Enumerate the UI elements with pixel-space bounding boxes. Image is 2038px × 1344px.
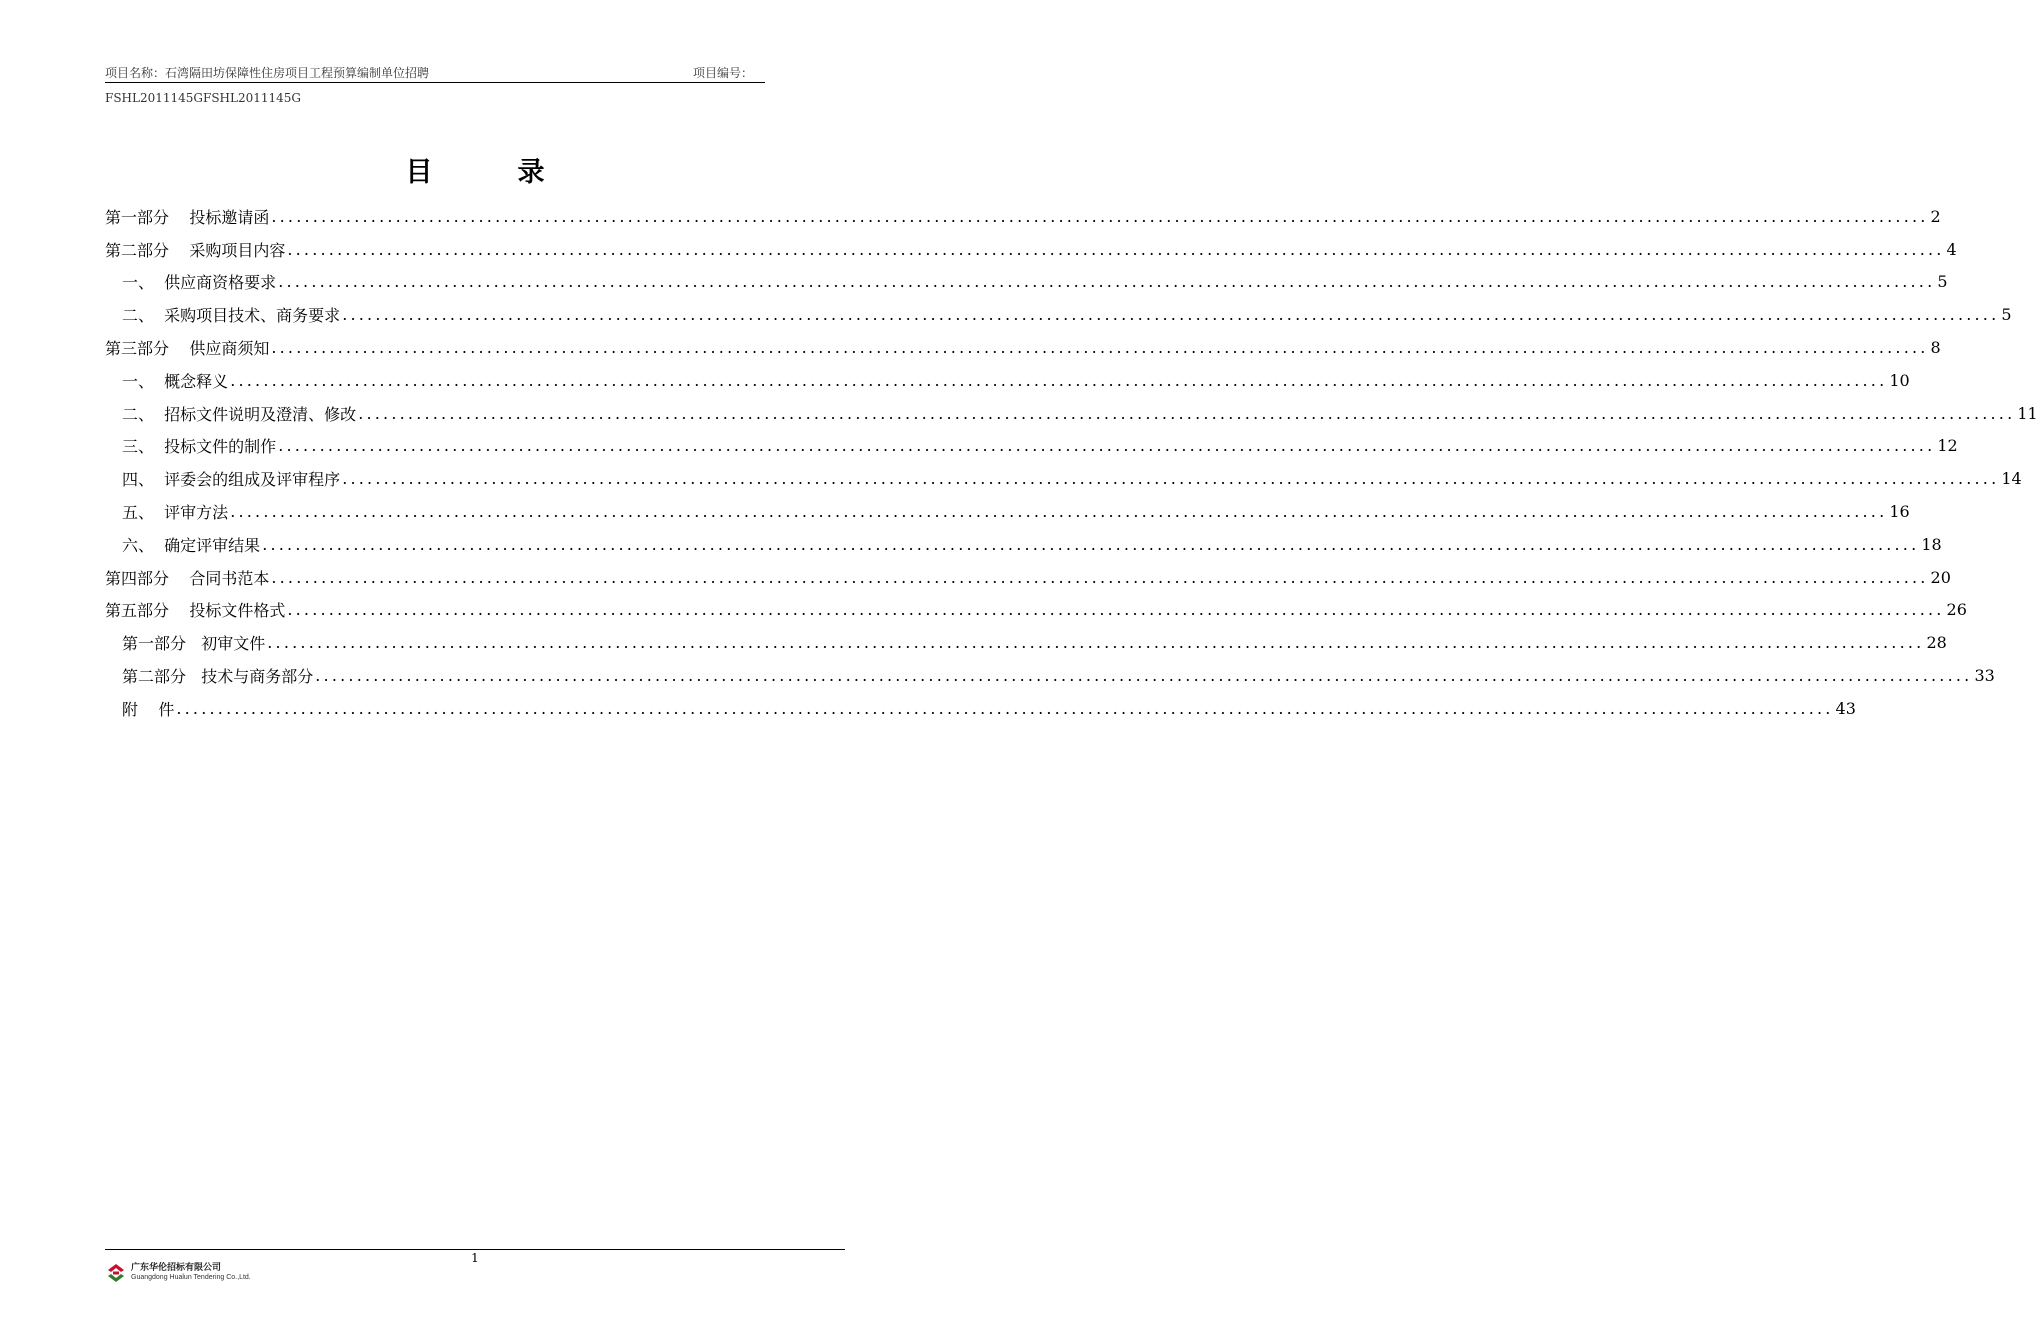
toc-entry[interactable]	[105, 266, 1948, 299]
toc-entry[interactable]	[105, 233, 1957, 266]
toc-entry-page: 8	[1930, 338, 1941, 358]
toc-entry-page: 16	[1889, 502, 1910, 522]
toc-entry-label: 第四部分 合同书范本	[105, 568, 270, 588]
toc-entry-page: 11	[2017, 403, 2038, 423]
hualun-logo-icon	[105, 1262, 127, 1284]
page-number: 1	[471, 1251, 479, 1265]
toc-entry[interactable]	[105, 626, 1947, 659]
toc-dot-leader: ........................................................................................................................................................................................................	[278, 272, 1936, 292]
table-of-contents	[105, 200, 2038, 725]
toc-entry-page: 18	[1921, 534, 1942, 554]
toc-entry-label: 三、 投标文件的制作	[122, 437, 277, 457]
toc-dot-leader: ........................................................................................................................................................................................................	[176, 698, 1834, 718]
title-char-1: 目	[405, 157, 433, 188]
toc-entry-label: 第一部分 初审文件	[122, 634, 266, 654]
toc-dot-leader: ........................................................................................................................................................................................................	[271, 338, 1929, 358]
toc-entry-label: 一、 供应商资格要求	[122, 273, 277, 293]
toc-entry-label: 四、 评委会的组成及评审程序	[122, 470, 341, 490]
footer-divider	[105, 1249, 845, 1250]
toc-dot-leader: ........................................................................................................................................................................................................	[342, 305, 2000, 325]
toc-entry-label: 一、 概念释义	[122, 371, 229, 391]
toc-entry[interactable]	[105, 528, 1942, 561]
toc-dot-leader: ........................................................................................................................................................................................................	[342, 469, 2000, 489]
toc-entry[interactable]	[105, 692, 1856, 725]
toc-dot-leader: ........................................................................................................................................................................................................	[230, 370, 1888, 390]
toc-entry[interactable]	[105, 561, 1951, 594]
header-project-name-line	[105, 64, 765, 83]
toc-entry-page: 26	[1946, 600, 1967, 620]
toc-dot-leader: ........................................................................................................................................................................................................	[278, 436, 1936, 456]
page-title	[0, 150, 950, 189]
toc-dot-leader: ........................................................................................................................................................................................................	[271, 206, 1929, 226]
toc-entry-page: 10	[1889, 370, 1910, 390]
toc-entry-page: 43	[1835, 698, 1856, 718]
toc-entry[interactable]	[105, 364, 1910, 397]
toc-entry-page: 4	[1946, 239, 1957, 259]
toc-entry-label: 第三部分 供应商须知	[105, 339, 270, 359]
title-char-2: 录	[517, 157, 545, 188]
toc-entry-page: 20	[1930, 567, 1951, 587]
toc-entry-label: 附 件	[122, 699, 175, 719]
header-project-number-label: 项目编号：	[693, 66, 754, 80]
toc-entry-label: 六、 确定评审结果	[122, 535, 261, 555]
toc-dot-leader: ........................................................................................................................................................................................................	[315, 666, 1973, 686]
toc-entry-page: 33	[1974, 666, 1995, 686]
toc-entry-label: 第一部分 投标邀请函	[105, 207, 270, 227]
toc-entry-page: 2	[1930, 206, 1941, 226]
header-project-number-value: FSHL2011145GFSHL2011145G	[105, 91, 302, 105]
toc-entry-label: 第二部分 采购项目内容	[105, 240, 286, 260]
toc-entry-label: 二、 采购项目技术、商务要求	[122, 306, 341, 326]
toc-entry[interactable]	[105, 462, 2022, 495]
toc-dot-leader: ........................................................................................................................................................................................................	[230, 502, 1888, 522]
toc-entry[interactable]	[105, 331, 1941, 364]
company-name-cn: 广东华伦招标有限公司	[131, 1263, 222, 1273]
header-project-name: 项目名称：石湾隔田坊保障性住房项目工程预算编制单位招聘	[105, 66, 430, 80]
toc-dot-leader: ........................................................................................................................................................................................................	[267, 633, 1925, 653]
toc-entry[interactable]	[105, 200, 1941, 233]
toc-entry-page: 5	[1937, 272, 1948, 292]
company-name-en: Guangdong Hualun Tendering Co.,Ltd.	[131, 1274, 251, 1281]
toc-entry-label: 第五部分 投标文件格式	[105, 601, 286, 621]
toc-entry[interactable]	[105, 298, 2012, 331]
toc-entry-page: 12	[1937, 436, 1958, 456]
toc-entry[interactable]	[105, 397, 2038, 430]
toc-dot-leader: ........................................................................................................................................................................................................	[271, 567, 1929, 587]
toc-entry-label: 五、 评审方法	[122, 503, 229, 523]
toc-entry[interactable]	[105, 430, 1958, 463]
toc-entry-label: 第二部分 技术与商务部分	[122, 667, 314, 687]
toc-entry[interactable]	[105, 659, 1995, 692]
toc-dot-leader: ........................................................................................................................................................................................................	[287, 239, 1945, 259]
toc-entry[interactable]	[105, 495, 1910, 528]
toc-entry-page: 28	[1926, 633, 1947, 653]
toc-entry-page: 5	[2001, 305, 2012, 325]
toc-dot-leader: ........................................................................................................................................................................................................	[262, 534, 1920, 554]
toc-entry[interactable]	[105, 594, 1967, 627]
toc-dot-leader: ........................................................................................................................................................................................................	[358, 403, 2016, 423]
toc-entry-page: 14	[2001, 469, 2022, 489]
toc-entry-label: 二、 招标文件说明及澄清、修改	[122, 404, 357, 424]
toc-dot-leader: ........................................................................................................................................................................................................	[287, 600, 1945, 620]
company-logo	[105, 1262, 251, 1284]
